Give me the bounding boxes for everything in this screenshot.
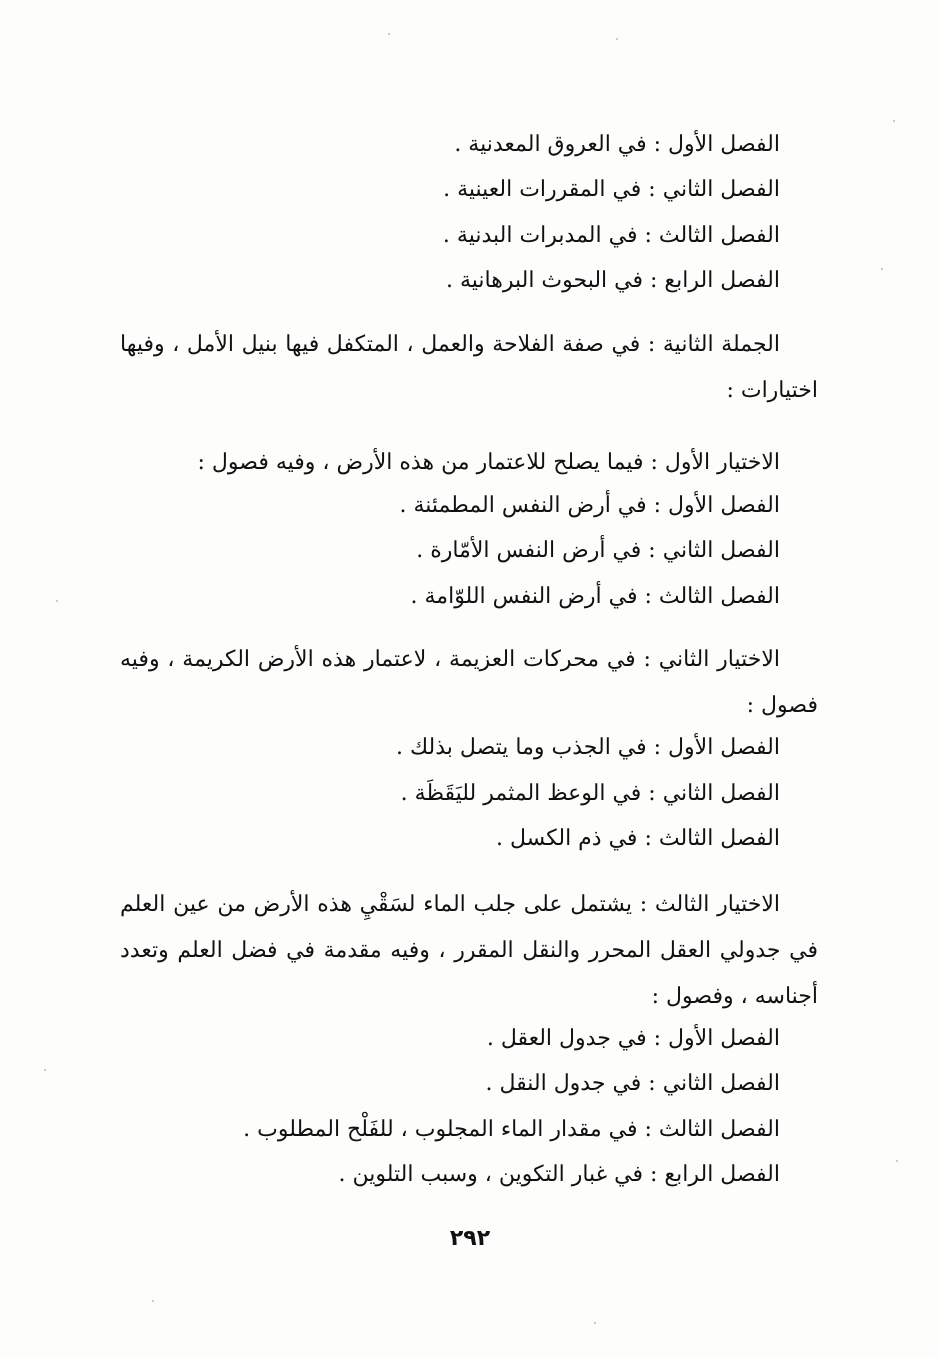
choice-heading: الاختيار الأول : فيما يصلح للاعتمار من هذه الأرض ، وفيه فصول : [197,450,780,475]
scan-speck [616,38,618,40]
chapter-line: الفصل الثالث : في أرض النفس اللوّامة . [410,584,780,609]
page-number: ٢٩٢ [449,1226,491,1251]
scan-speck [44,1069,46,1071]
chapter-line: الفصل الرابع : في غبار التكوين ، وسبب التلوين . [338,1162,780,1187]
scan-speck [893,120,895,122]
scan-speck [152,1300,154,1302]
group-heading-paragraph: الجملة الثانية : في صفة الفلاحة والعمل ، المتكفل فيها بنيل الأمل ، وفيها اختيارات : [120,332,818,403]
chapter-line: الفصل الثالث : في المدبرات البدنية . [442,223,780,248]
chapter-line: الفصل الثالث : في مقدار الماء المجلوب ، للفَلْح المطلوب . [243,1117,780,1142]
chapter-line: الفصل الثاني : في جدول النقل . [485,1071,780,1096]
chapter-line: الفصل الثاني : في المقررات العينية . [443,177,780,202]
chapter-line: الفصل الثالث : في ذم الكسل . [495,826,780,851]
scan-speck [594,1322,596,1324]
scan-speck [896,1160,898,1162]
scan-speck [56,600,58,602]
choice-heading: الاختيار الثاني : في محركات العزيمة ، لاعتمار هذه الأرض الكريمة ، وفيه فصول : [120,647,818,718]
choice-heading: الاختيار الثالث : يشتمل على جلب الماء لسَقْيِ هذه الأرض من عين العلم في جدولي العقل المحرر والنقل المقرر ، وفيه مقدمة في فضل العلم وتعدد أجناسه ، وفصول : [120,892,818,1009]
chapter-line: الفصل الأول : في أرض النفس المطمئنة . [399,493,780,518]
chapter-line: الفصل الرابع : في البحوث البرهانية . [446,268,780,293]
scan-speck [881,268,883,270]
chapter-line: الفصل الأول : في العروق المعدنية . [454,132,780,157]
chapter-line: الفصل الأول : في الجذب وما يتصل بذلك . [396,735,780,760]
chapter-line: الفصل الثاني : في أرض النفس الأمّارة . [416,538,780,563]
chapter-line: الفصل الأول : في جدول العقل . [486,1026,780,1051]
chapter-line: الفصل الثاني : في الوعظ المثمر لليَقَظَة . [400,781,780,806]
scan-speck [388,33,390,35]
